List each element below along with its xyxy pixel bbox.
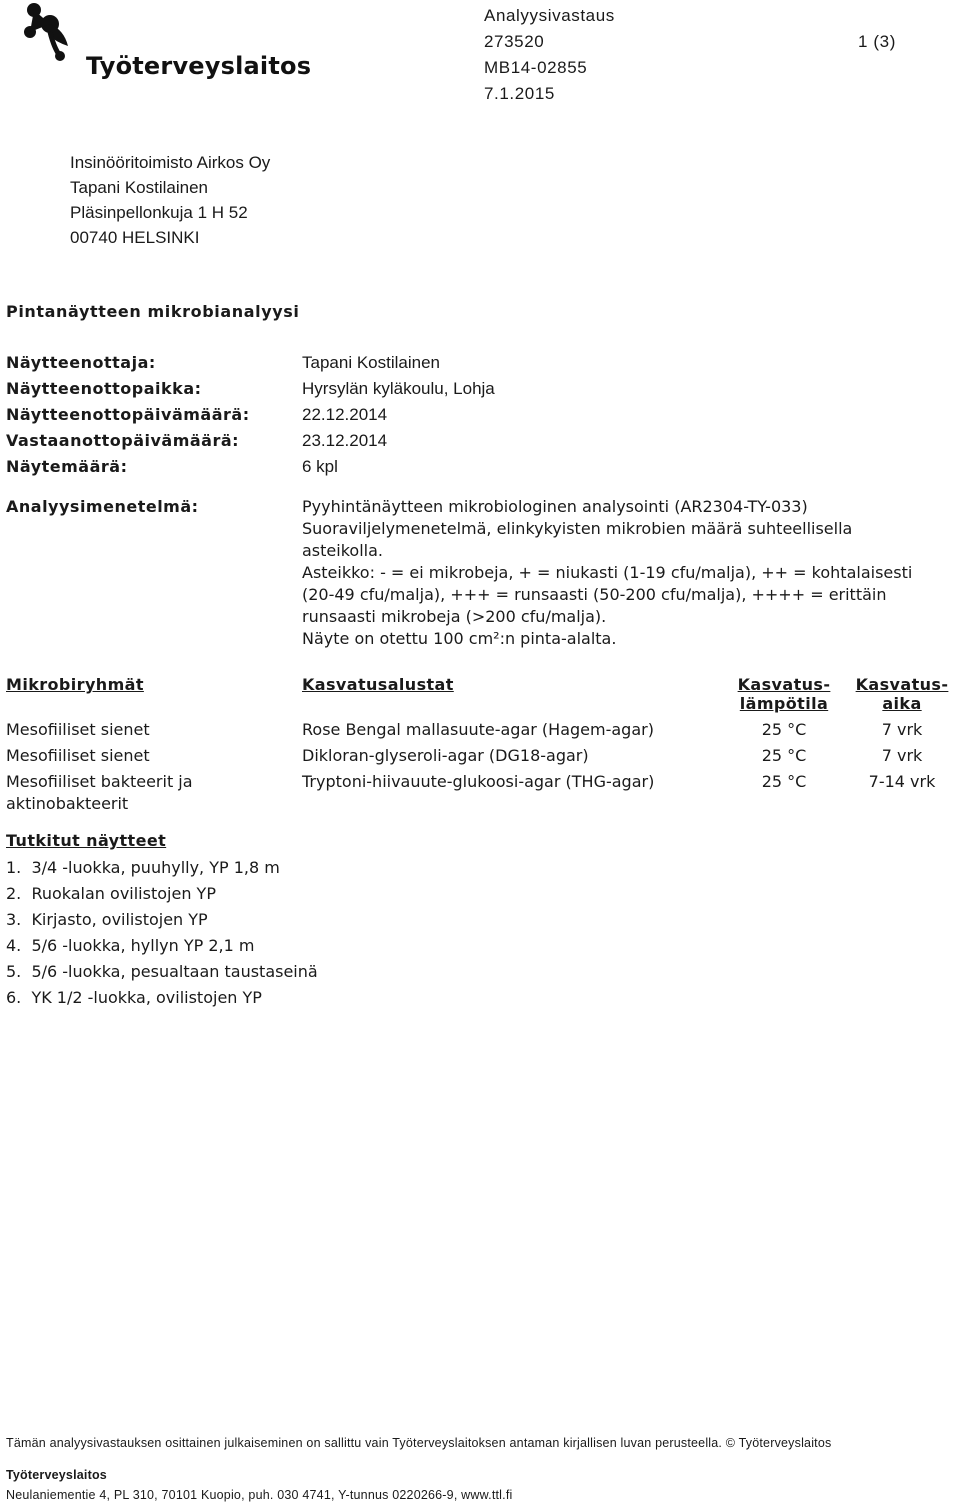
doc-reference: MB14-02855 — [484, 58, 588, 77]
recipient-postal: 00740 HELSINKI — [70, 228, 200, 247]
footer-org: Työterveyslaitos — [6, 1468, 107, 1482]
field-label-sampler: Näytteenottaja: — [6, 353, 156, 372]
doc-number: 273520 — [484, 32, 545, 51]
table-cell-temp: 25 °C — [761, 772, 807, 791]
table-header-temp — [732, 675, 836, 713]
table-cell-temp: 25 °C — [761, 746, 807, 765]
method-line-1: Pyyhintänäytteen mikrobiologinen analysointi (AR2304-TY-033) — [302, 497, 808, 516]
doc-type: Analyysivastaus — [484, 6, 615, 25]
samples-title: Tutkitut näytteet — [6, 831, 167, 850]
footer-address: Neulaniementie 4, PL 310, 70101 Kuopio, puh. 030 4741, Y-tunnus 0220266-9, www.ttl.fi — [6, 1488, 513, 1502]
sample-item: 2. Ruokalan ovilistojen YP — [6, 884, 216, 903]
recipient-street: Pläsinpellonkuja 1 H 52 — [70, 203, 248, 222]
report-title: Pintanäytteen mikrobianalyysi — [6, 302, 300, 321]
field-label-sample-count: Näytemäärä: — [6, 457, 128, 476]
method-description — [302, 496, 922, 650]
sample-item: 6. YK 1/2 -luokka, ovilistojen YP — [6, 988, 262, 1007]
logo-mark-icon — [20, 2, 80, 62]
table-header-time-line1: Kasvatus- — [855, 675, 949, 694]
field-label-received-date: Vastaanottopäivämäärä: — [6, 431, 240, 450]
method-line-3: Asteikko: - = ei mikrobeja, + = niukasti (1-19 cfu/malja), ++ = kohtalaisesti (20-49 cfu/malja), +++ = runsaasti (50-200 cfu/malja), ++++ = erittäin runsaasti mikrobeja (>200 cfu/malja). — [302, 563, 913, 626]
table-header-time-line2: aika — [882, 694, 922, 713]
table-header-group: Mikrobiryhmät — [6, 675, 144, 694]
method-line-4: Näyte on otettu 100 cm²:n pinta-alalta. — [302, 629, 617, 648]
sample-item: 4. 5/6 -luokka, hyllyn YP 2,1 m — [6, 936, 255, 955]
table-cell-medium: Tryptoni-hiivauute-glukoosi-agar (THG-agar) — [302, 772, 655, 791]
method-line-2: Suoraviljelymenetelmä, elinkykyisten mikrobien määrä suhteellisella asteikolla. — [302, 519, 853, 560]
recipient-company: Insinööritoimisto Airkos Oy — [70, 153, 271, 172]
table-cell-time: 7 vrk — [881, 746, 923, 765]
sample-item: 5. 5/6 -luokka, pesualtaan taustaseinä — [6, 962, 318, 981]
field-value-sampling-date: 22.12.2014 — [302, 405, 388, 424]
field-value-location: Hyrsylän kyläkoulu, Lohja — [302, 379, 495, 398]
sample-item: 3. Kirjasto, ovilistojen YP — [6, 910, 208, 929]
table-cell-group: Mesofiiliset bakteerit ja aktinobakteerit — [6, 772, 193, 813]
sample-item: 1. 3/4 -luokka, puuhylly, YP 1,8 m — [6, 858, 280, 877]
logo — [20, 2, 312, 82]
table-cell-group: Mesofiiliset sienet — [6, 746, 150, 765]
recipient-person: Tapani Kostilainen — [70, 178, 208, 197]
table-header-time — [850, 675, 954, 713]
method-label: Analyysimenetelmä: — [6, 497, 199, 516]
page-indicator: 1 (3) — [858, 32, 896, 51]
table-cell-temp: 25 °C — [761, 720, 807, 739]
table-cell-group: Mesofiiliset sienet — [6, 720, 150, 739]
field-value-sampler: Tapani Kostilainen — [302, 353, 440, 372]
doc-date: 7.1.2015 — [484, 84, 555, 103]
table-cell-medium: Dikloran-glyseroli-agar (DG18-agar) — [302, 746, 589, 765]
table-header-temp-line2: lämpötila — [739, 694, 829, 713]
table-cell-medium: Rose Bengal mallasuute-agar (Hagem-agar) — [302, 720, 654, 739]
field-label-location: Näytteenottopaikka: — [6, 379, 202, 398]
field-label-sampling-date: Näytteenottopäivämäärä: — [6, 405, 250, 424]
field-value-sample-count: 6 kpl — [302, 457, 338, 476]
table-header-medium: Kasvatusalustat — [302, 675, 454, 694]
logo-wordmark: Työterveyslaitos — [86, 52, 312, 80]
field-value-received-date: 23.12.2014 — [302, 431, 388, 450]
footer-notice: Tämän analyysivastauksen osittainen julkaiseminen on sallittu vain Työterveyslaitoksen antaman kirjallisen luvan perusteella. © Työterveyslaitos — [6, 1436, 832, 1450]
table-cell-time: 7-14 vrk — [868, 772, 936, 791]
table-cell-time: 7 vrk — [881, 720, 923, 739]
table-header-temp-line1: Kasvatus- — [737, 675, 831, 694]
